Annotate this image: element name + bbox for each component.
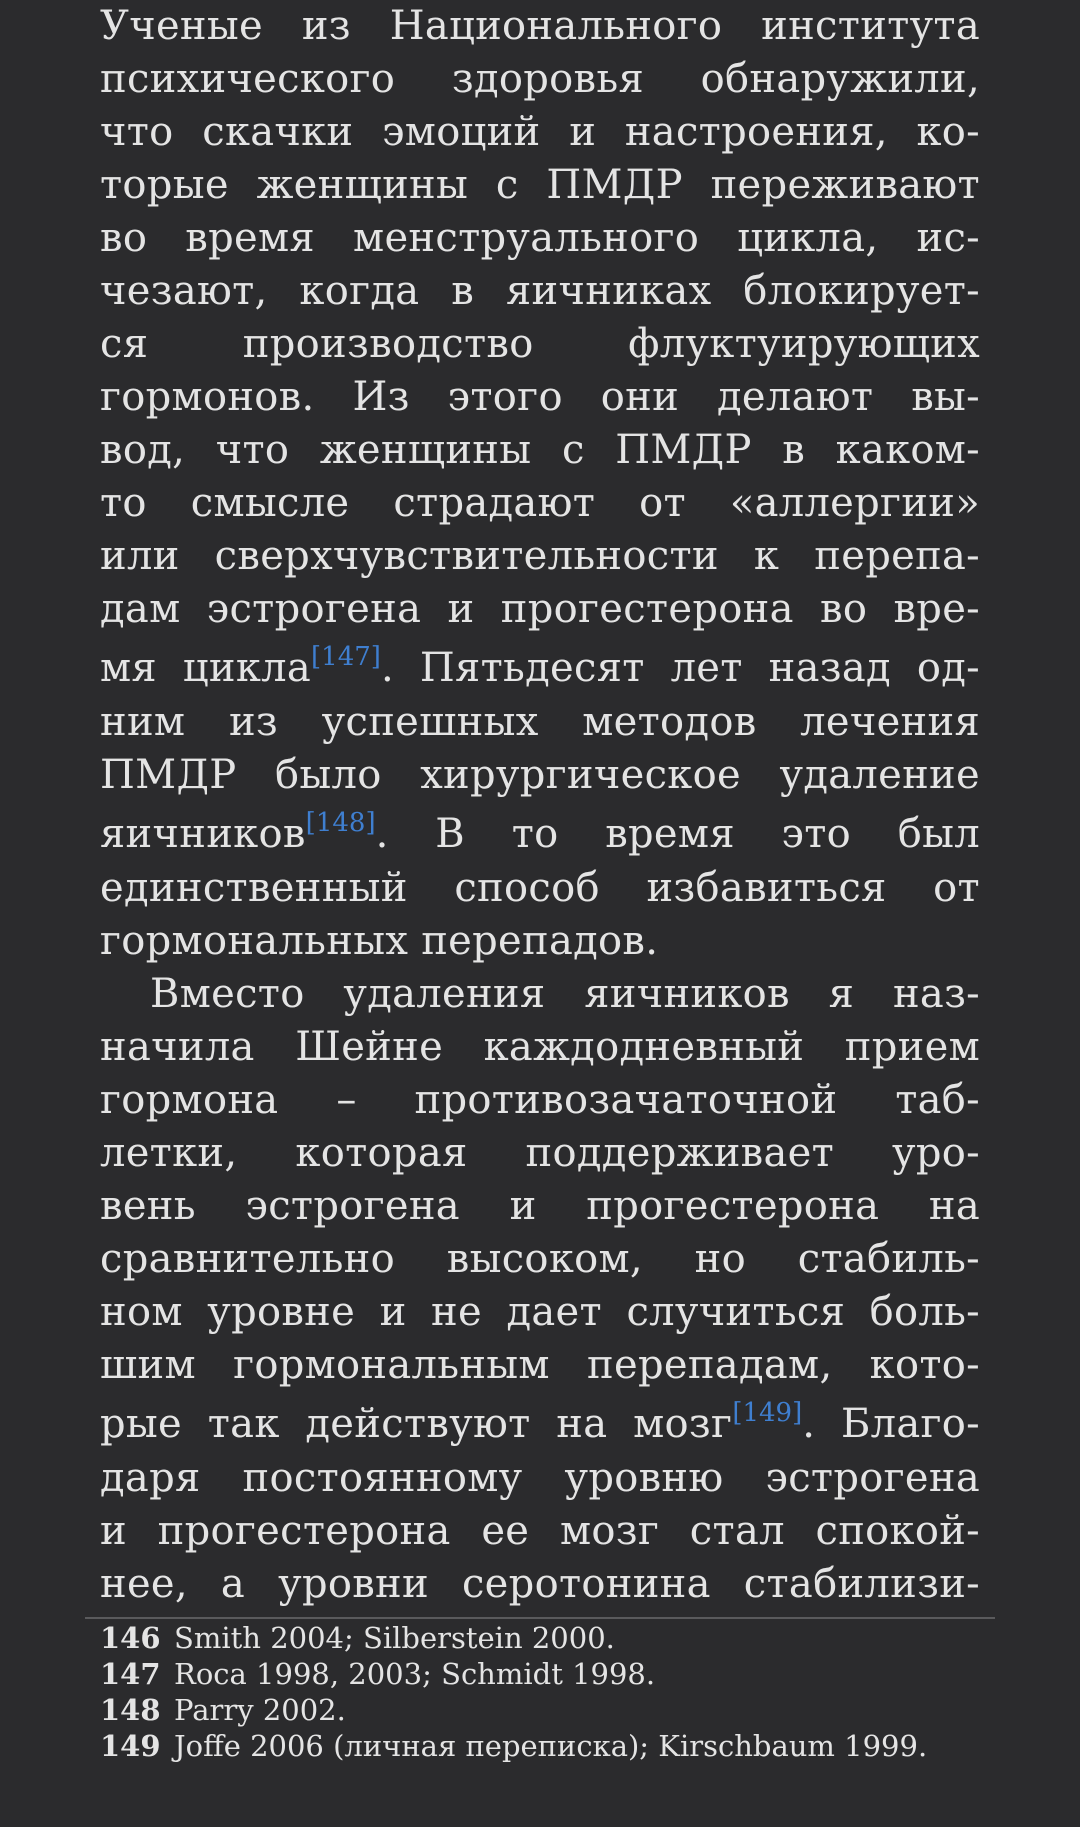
footnote-link-148[interactable]: [148] [305,808,376,838]
footnote-text: Roca 1998, 2003; Schmidt 1998. [174,1657,656,1691]
text-line: гормонов. Из этого они делают вы- [100,374,980,420]
text-line: чезают, когда в яичниках блокирует- [100,268,980,314]
footnotes [100,1620,980,1764]
text-line: и прогестерона ее мозг стал спокой- [100,1508,980,1554]
text-line: ся производство флуктуирующих [100,321,980,367]
text-line: даря постоянному уровню эстрогена [100,1455,980,1501]
text-segment: яичников [100,811,306,857]
footnote-146 [100,1620,980,1656]
footnote-link-147[interactable]: [147] [311,642,381,672]
text-line: ном уровне и не дает случиться боль- [100,1289,980,1335]
text-line: вод, что женщины с ПМДР в каком- [100,427,980,473]
text-segment: рые так действуют на мозг [100,1401,733,1447]
text-segment: . Пятьдесят лет назад од- [380,645,980,691]
text-line: или сверхчувствительности к перепа- [100,533,980,579]
text-line: летки, которая поддерживает уро- [100,1130,980,1176]
paragraph-first-line: Вместо удаления яичников я наз- [150,971,980,1017]
text-line: вень эстрогена и прогестерона на [100,1183,980,1229]
footnote-147 [100,1656,980,1692]
body-text [100,0,980,1611]
text-line: торые женщины с ПМДР переживают [100,162,980,208]
text-line: начила Шейне каждодневный прием [100,1024,980,1070]
text-segment: . Благо- [802,1401,980,1447]
text-line: то смысле страдают от «аллергии» [100,480,980,526]
footnote-link-149[interactable]: [149] [732,1398,803,1428]
footnote-149 [100,1728,980,1764]
footnote-number: 147 [100,1657,161,1691]
text-line: шим гормональным перепадам, кото- [100,1342,980,1388]
text-line: что скачки эмоций и настроения, ко- [100,109,980,155]
text-line [100,636,980,696]
footnote-text: Smith 2004; Silberstein 2000. [174,1621,615,1655]
text-line [100,802,980,862]
footnote-text: Parry 2002. [174,1693,346,1727]
footnote-separator [85,1617,995,1619]
text-segment: мя цикла [100,645,312,691]
text-line: гормона – противозачаточной таб- [100,1077,980,1123]
text-line: Ученые из Национального института [100,3,980,49]
text-line: психического здоровья обнаружили, [100,56,980,102]
text-line: во время менструального цикла, ис- [100,215,980,261]
text-line: дам эстрогена и прогестерона во вре- [100,586,980,632]
footnote-number: 148 [100,1693,161,1727]
text-line: сравнительно высоком, но стабиль- [100,1236,980,1282]
footnote-number: 149 [100,1729,161,1763]
text-line: единственный способ избавиться от [100,865,980,911]
text-line: ним из успешных методов лечения [100,699,980,745]
text-line: гормональных перепадов. [100,918,659,964]
text-line: нее, а уровни серотонина стабилизи- [100,1561,980,1607]
footnote-148 [100,1692,980,1728]
text-line [100,1392,980,1452]
text-line: ПМДР было хирургическое удаление [100,752,980,798]
footnote-number: 146 [100,1621,161,1655]
text-segment: . В то время это был [375,811,980,857]
footnote-text: Joffe 2006 (личная переписка); Kirschbaum 1999. [174,1729,928,1763]
